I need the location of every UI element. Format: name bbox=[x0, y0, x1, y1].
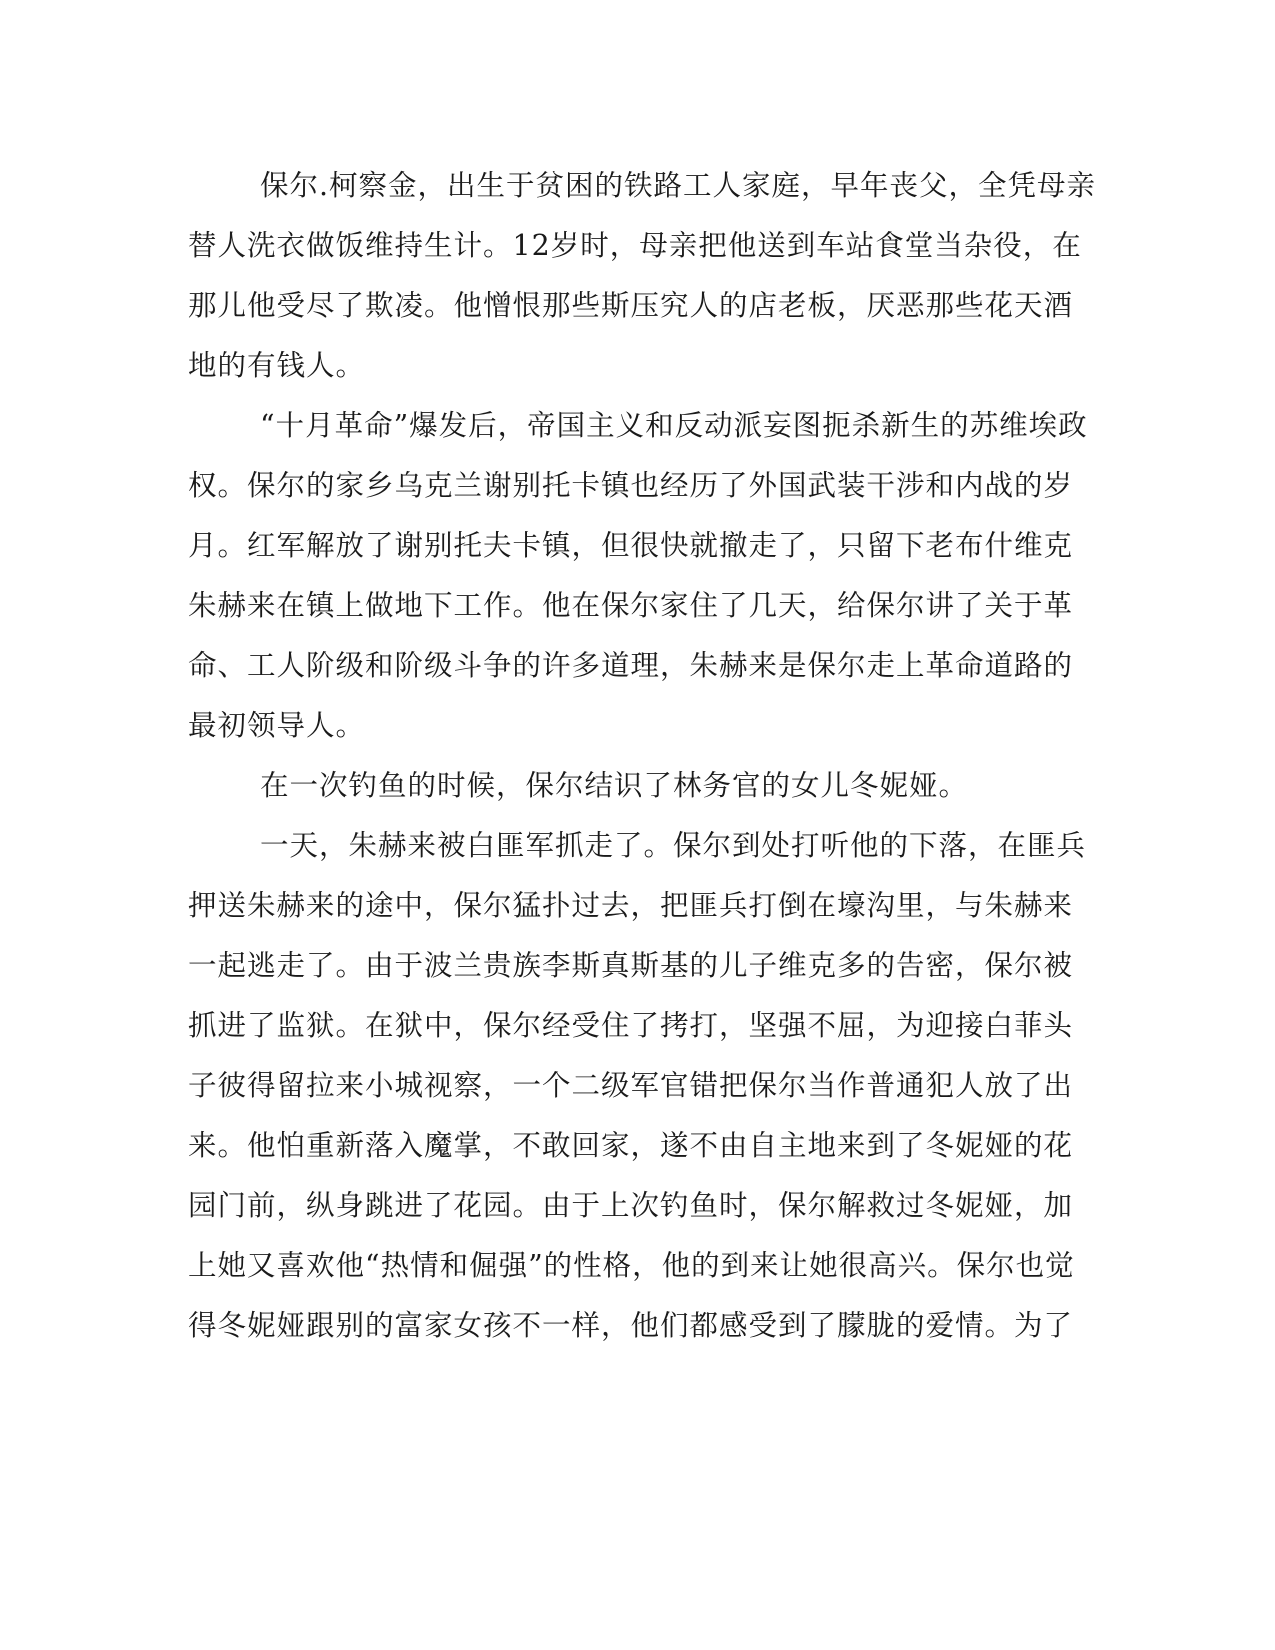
text-line: 子彼得留拉来小城视察，一个二级军官错把保尔当作普通犯人放了出 bbox=[188, 1069, 1074, 1102]
body-text bbox=[188, 156, 1097, 1356]
text-line: “十月革命”爆发后，帝国主义和反动派妄图扼杀新生的苏维埃政 bbox=[260, 409, 1088, 442]
text-line: 保尔.柯察金，出生于贫困的铁路工人家庭，早年丧父，全凭母亲 bbox=[260, 169, 1097, 202]
text-line: 来。他怕重新落入魔掌，不敢回家，遂不由自主地来到了冬妮娅的花 bbox=[188, 1129, 1074, 1162]
text-line: 得冬妮娅跟别的富家女孩不一样，他们都感受到了朦胧的爱情。为了 bbox=[188, 1309, 1074, 1342]
text-line: 上她又喜欢他“热情和倔强”的性格，他的到来让她很高兴。保尔也觉 bbox=[188, 1249, 1075, 1282]
text-line: 那儿他受尽了欺凌。他憎恨那些斯压究人的店老板，厌恶那些花天酒 bbox=[188, 289, 1074, 322]
text-line: 在一次钓鱼的时候，保尔结识了林务官的女儿冬妮娅。 bbox=[260, 769, 969, 802]
text-line: 月。红军解放了谢别托夫卡镇，但很快就撤走了，只留下老布什维克 bbox=[188, 529, 1074, 562]
text-line: 押送朱赫来的途中，保尔猛扑过去，把匪兵打倒在壕沟里，与朱赫来 bbox=[188, 889, 1074, 922]
text-line: 一天，朱赫来被白匪军抓走了。保尔到处打听他的下落，在匪兵 bbox=[260, 829, 1087, 862]
text-line: 最初领导人。 bbox=[188, 709, 366, 742]
text-line: 命、工人阶级和阶级斗争的许多道理，朱赫来是保尔走上革命道路的 bbox=[188, 649, 1074, 682]
text-line: 权。保尔的家乡乌克兰谢别托卡镇也经历了外国武装干涉和内战的岁 bbox=[188, 469, 1074, 502]
text-line: 一起逃走了。由于波兰贵族李斯真斯基的儿子维克多的告密，保尔被 bbox=[188, 949, 1074, 982]
text-line: 抓进了监狱。在狱中，保尔经受住了拷打，坚强不屈，为迎接白菲头 bbox=[188, 1009, 1074, 1042]
text-line: 朱赫来在镇上做地下工作。他在保尔家住了几天，给保尔讲了关于革 bbox=[188, 589, 1074, 622]
text-line: 园门前，纵身跳进了花园。由于上次钓鱼时，保尔解救过冬妮娅，加 bbox=[188, 1189, 1074, 1222]
text-line: 地的有钱人。 bbox=[188, 349, 366, 382]
text-line: 替人洗衣做饭维持生计。12岁时，母亲把他送到车站食堂当杂役，在 bbox=[188, 229, 1082, 262]
